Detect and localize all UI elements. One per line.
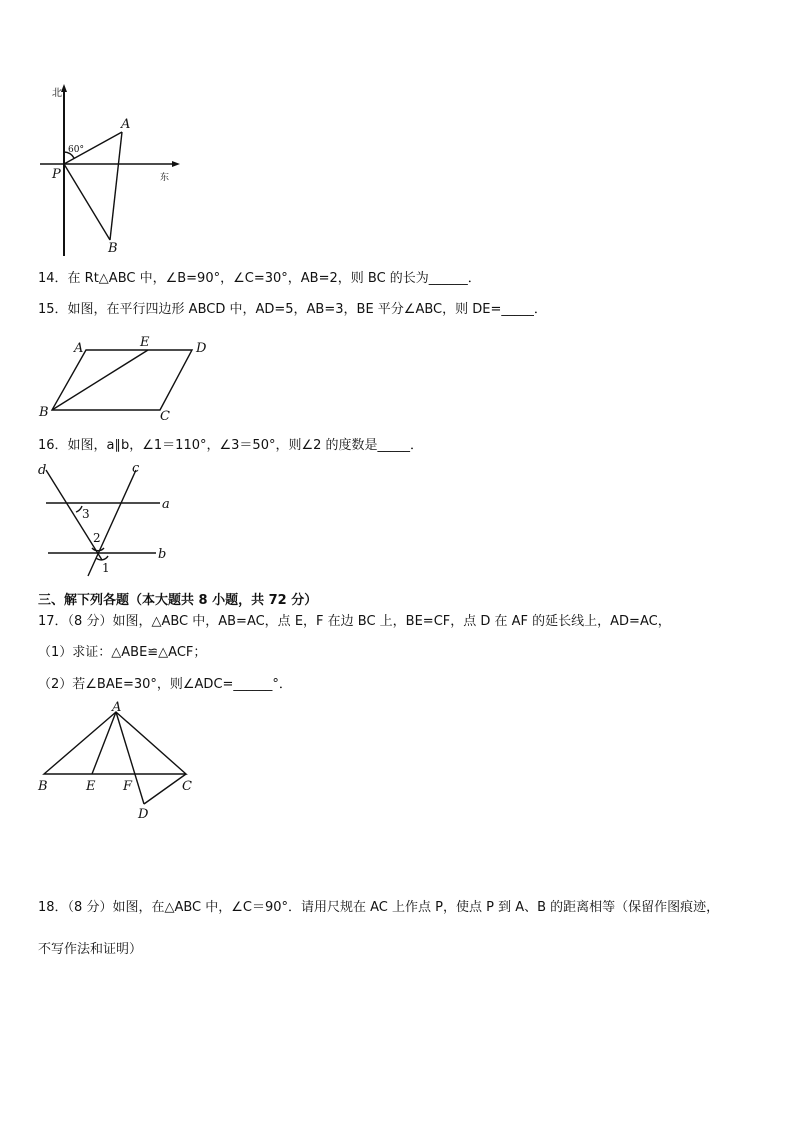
question-17-part-2: （2）若∠BAE=30°，则∠ADC=______°． bbox=[38, 677, 292, 692]
segment-be bbox=[52, 350, 148, 410]
section-heading: 三、解下列各题（本大题共 8 小题，共 72 分） bbox=[38, 593, 318, 608]
point-f-label: F bbox=[123, 779, 133, 794]
question-18-line-2: 不写作法和证明） bbox=[38, 942, 143, 957]
segment-dc bbox=[144, 774, 186, 804]
line-c bbox=[88, 470, 136, 576]
point-d-label: D bbox=[138, 807, 149, 822]
point-b-label: B bbox=[39, 405, 49, 420]
line-c-label: c bbox=[132, 461, 140, 476]
parallelogram-figure bbox=[36, 336, 226, 424]
point-a-label: A bbox=[74, 341, 84, 356]
point-e-label: E bbox=[86, 779, 96, 794]
line-b-label: b bbox=[158, 547, 167, 562]
line-d-label: d bbox=[38, 463, 47, 478]
question-17-part-1: （1）求证：△ABE≌△ACF； bbox=[38, 645, 207, 660]
east-arrow-icon bbox=[172, 161, 180, 167]
point-p-label: P bbox=[52, 167, 61, 182]
point-c-label: C bbox=[160, 409, 170, 424]
angle-2-label: 2 bbox=[93, 531, 101, 545]
east-label: 东 bbox=[160, 173, 170, 183]
line-a-label: a bbox=[162, 497, 170, 512]
question-14: 14．在 Rt△ABC 中，∠B=90°，∠C=30°，AB=2，则 BC 的长为______． bbox=[38, 271, 481, 286]
segment-ab bbox=[110, 132, 122, 240]
triangle-abc bbox=[44, 712, 186, 774]
angle-2-arc bbox=[92, 548, 104, 551]
point-a-label: A bbox=[121, 117, 131, 132]
angle-1-label: 1 bbox=[102, 561, 110, 575]
parallel-lines-figure bbox=[36, 460, 186, 580]
angle-3-label: 3 bbox=[82, 507, 90, 521]
question-17-stem: 17．（8 分）如图，△ABC 中，AB=AC，点 E，F 在边 BC 上，BE=CF，点 D 在 AF 的延长线上，AD=AC， bbox=[38, 614, 671, 629]
point-b-label: B bbox=[38, 779, 48, 794]
question-18-line-1: 18．（8 分）如图，在△ABC 中，∠C＝90°．请用尺规在 AC 上作点 P，使点 P 到 A、B 的距离相等（保留作图痕迹， bbox=[38, 900, 720, 915]
line-d bbox=[46, 470, 102, 560]
question-15: 15．如图，在平行四边形 ABCD 中，AD=5，AB=3，BE 平分∠ABC，则 DE=_____． bbox=[38, 302, 547, 317]
compass-figure bbox=[30, 84, 190, 264]
north-label: 北 bbox=[52, 88, 62, 99]
question-16: 16．如图，a∥b，∠1＝110°，∠3＝50°，则∠2 的度数是_____． bbox=[38, 438, 424, 453]
point-a-label: A bbox=[112, 700, 122, 715]
angle-label: 60° bbox=[68, 145, 84, 155]
triangle-figure bbox=[32, 700, 212, 830]
parallelogram-abcd bbox=[52, 350, 192, 410]
point-e-label: E bbox=[140, 335, 150, 350]
segment-pb bbox=[64, 164, 110, 240]
point-c-label: C bbox=[182, 779, 192, 794]
point-b-label: B bbox=[108, 241, 118, 256]
segment-ae bbox=[92, 712, 116, 774]
angle-1-arc bbox=[96, 556, 108, 560]
point-d-label: D bbox=[196, 341, 207, 356]
